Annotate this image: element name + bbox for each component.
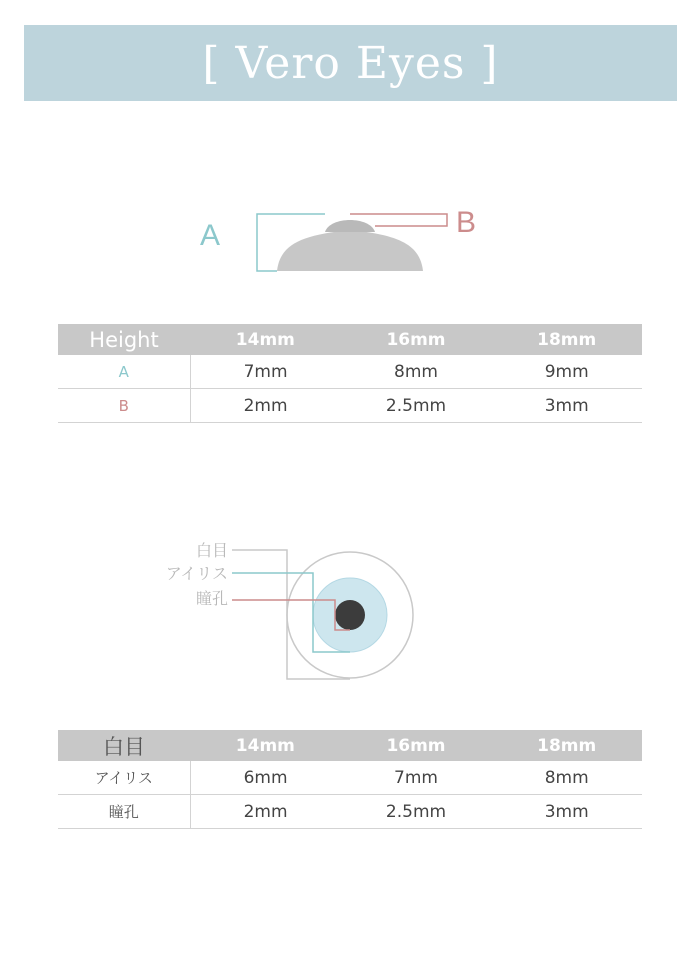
cell-value: 6mm <box>190 761 341 795</box>
table-row <box>58 389 642 423</box>
cell-value: 3mm <box>491 389 642 423</box>
cell-value: 8mm <box>491 761 642 795</box>
header-label: Height <box>58 324 190 355</box>
row-label-pupil: 瞳孔 <box>58 795 190 829</box>
label-a: A <box>200 219 221 252</box>
cell-value: 9mm <box>491 355 642 389</box>
header-label: 白目 <box>58 730 190 761</box>
eye-size-table <box>58 730 642 829</box>
cell-value: 2mm <box>190 389 341 423</box>
cell-value: 7mm <box>341 761 492 795</box>
table-row <box>58 761 642 795</box>
page-title: [ Vero Eyes ] <box>202 37 499 89</box>
height-table-header <box>58 324 642 355</box>
title-banner <box>24 25 677 101</box>
table-row <box>58 795 642 829</box>
header-size-18: 18mm <box>491 730 642 761</box>
header-size-14: 14mm <box>190 324 341 355</box>
eye-dome <box>277 230 423 271</box>
header-size-14: 14mm <box>190 730 341 761</box>
label-iris: アイリス <box>165 564 228 583</box>
label-white: 白目 <box>195 541 228 560</box>
height-diagram <box>0 190 700 290</box>
row-label-a: A <box>58 355 190 389</box>
cornea-bump <box>325 220 375 232</box>
header-size-16: 16mm <box>341 730 492 761</box>
eye-size-table-header <box>58 730 642 761</box>
pupil-circle <box>335 600 365 630</box>
header-size-18: 18mm <box>491 324 642 355</box>
header-size-16: 16mm <box>341 324 492 355</box>
label-b: B <box>456 206 477 239</box>
cell-value: 2mm <box>190 795 341 829</box>
cell-value: 8mm <box>341 355 492 389</box>
cell-value: 2.5mm <box>341 795 492 829</box>
row-label-b: B <box>58 389 190 423</box>
cell-value: 3mm <box>491 795 642 829</box>
height-table <box>58 324 642 423</box>
eye-front-diagram <box>0 535 700 685</box>
cell-value: 2.5mm <box>341 389 492 423</box>
row-label-iris: アイリス <box>58 761 190 795</box>
table-row <box>58 355 642 389</box>
cell-value: 7mm <box>190 355 341 389</box>
label-pupil: 瞳孔 <box>195 589 228 608</box>
